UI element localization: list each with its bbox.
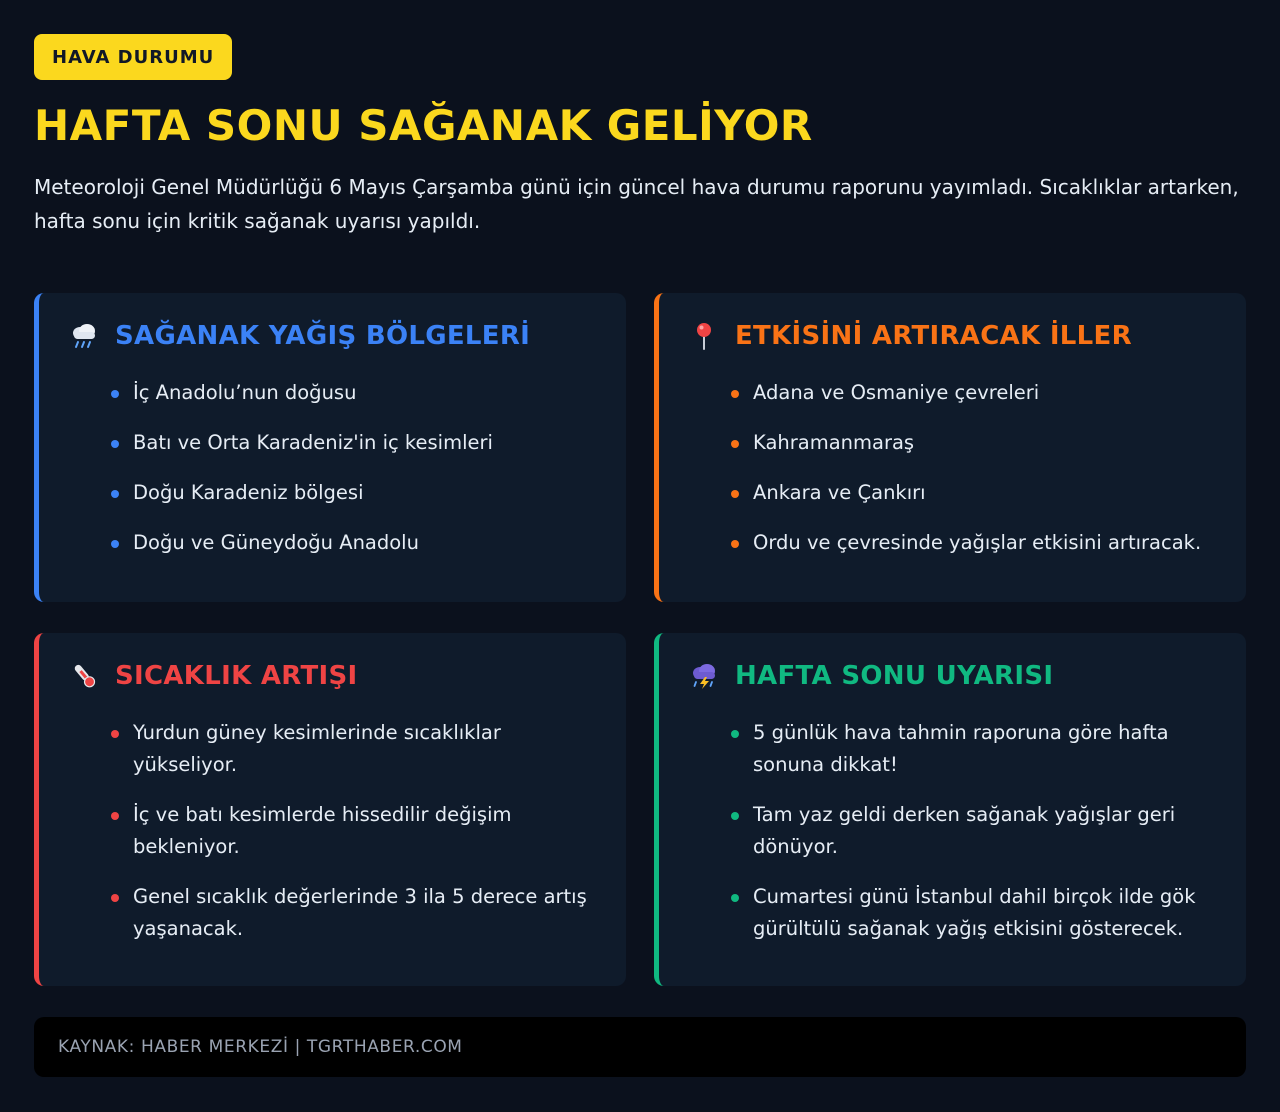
list-item: Ankara ve Çankırı [731,477,1222,509]
list-item: Batı ve Orta Karadeniz'in iç kesimleri [111,427,602,459]
card-header [689,659,1222,693]
card-title: ETKİSİNİ ARTIRACAK İLLER [735,321,1132,351]
storm-cloud-icon [689,661,719,691]
list-item: Yurdun güney kesimlerinde sıcaklıklar yükseliyor. [111,717,602,781]
card-title: HAFTA SONU UYARISI [735,661,1054,691]
card-header [69,319,602,353]
card-list [689,377,1222,559]
page-title: HAFTA SONU SAĞANAK GELİYOR [34,101,813,150]
list-item: Genel sıcaklık değerlerinde 3 ila 5 derece artış yaşanacak. [111,881,602,945]
card-title: SICAKLIK ARTIŞI [115,661,358,691]
list-item: Doğu ve Güneydoğu Anadolu [111,527,602,559]
list-item: Doğu Karadeniz bölgesi [111,477,602,509]
card-header [69,659,602,693]
rain-cloud-icon [69,321,99,351]
card-affected-provinces [654,293,1246,602]
source-footer: KAYNAK: HABER MERKEZİ | TGRTHABER.COM [34,1017,1246,1077]
card-list [69,717,602,945]
list-item: İç Anadolu’nun doğusu [111,377,602,409]
card-rain-regions [34,293,626,602]
list-item: Kahramanmaraş [731,427,1222,459]
list-item: İç ve batı kesimlerde hissedilir değişim bekleniyor. [111,799,602,863]
list-item: Cumartesi günü İstanbul dahil birçok ilde gök gürültülü sağanak yağış etkisini gösterecek. [731,881,1222,945]
card-header [689,319,1222,353]
intro-text: Meteoroloji Genel Müdürlüğü 6 Mayıs Çarşamba günü için güncel hava durumu raporunu yayımladı. Sıcaklıklar artarken, hafta sonu için kritik sağanak uyarısı yapıldı. [34,175,1239,233]
category-badge: HAVA DURUMU [34,34,232,80]
card-temperature-rise [34,633,626,986]
card-title: SAĞANAK YAĞIŞ BÖLGELERİ [115,321,531,351]
card-weekend-warning [654,633,1246,986]
pin-icon [689,321,719,351]
list-item: 5 günlük hava tahmin raporuna göre hafta sonuna dikkat! [731,717,1222,781]
list-item: Adana ve Osmaniye çevreleri [731,377,1222,409]
card-list [689,717,1222,945]
thermometer-icon [69,661,99,691]
list-item: Tam yaz geldi derken sağanak yağışlar geri dönüyor. [731,799,1222,863]
list-item: Ordu ve çevresinde yağışlar etkisini artıracak. [731,527,1222,559]
card-list [69,377,602,559]
